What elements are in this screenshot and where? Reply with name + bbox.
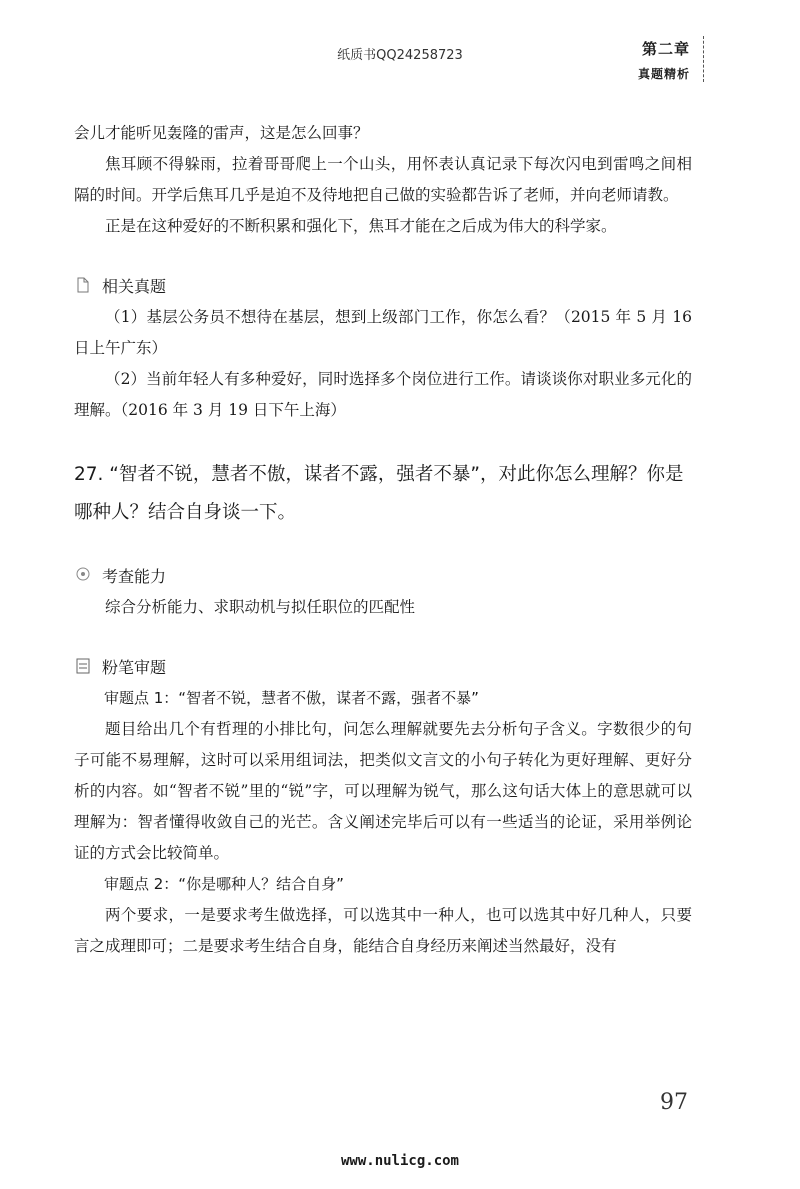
- related-title: 相关真题: [102, 276, 167, 296]
- analysis-point-2: 审题点 2：“你是哪种人？结合自身”: [104, 875, 344, 893]
- header-divider: [703, 36, 704, 82]
- chapter-subtitle: 真题精析: [637, 67, 690, 81]
- document-icon: [74, 276, 92, 294]
- analysis-title: 粉笔审题: [102, 657, 167, 677]
- analysis-point-1-text: 题目给出几个有哲理的小排比句，问怎么理解就要先去分析句子含义。字数很少的句子可能不易理解，这时可以采用组词法，把类似文言文的小句子转化为更好理解、更好分析的内容。如“智者不锐”里的“锐”字，可以理解为锐气，那么这句话大体上的意思就可以理解为：智者懂得收敛自己的光芒。含义阐述完毕后可以有一些适当的论证，采用举例论证的方式会比较简单。: [74, 720, 692, 862]
- chapter-header: [638, 38, 690, 82]
- paragraph-1: 会儿才能听见轰隆的雷声，这是怎么回事？: [74, 124, 369, 142]
- analysis-section-heading: [74, 649, 692, 683]
- paragraph-3: 正是在这种爱好的不断积累和强化下，焦耳才能在之后成为伟大的科学家。: [105, 217, 617, 235]
- related-question-2: （2）当前年轻人有多种爱好，同时选择多个岗位进行工作。请谈谈你对职业多元化的理解。（2016 年 3 月 19 日下午上海）: [74, 370, 692, 419]
- page-content: [74, 118, 692, 962]
- ability-title: 考查能力: [102, 566, 167, 586]
- page-number: 97: [660, 1090, 688, 1115]
- related-question-1: （1）基层公务员不想待在基层，想到上级部门工作，你怎么看？（2015 年 5 月 16 日上午广东）: [74, 308, 692, 357]
- chapter-title: 第二章: [641, 40, 690, 58]
- header-watermark: 纸质书QQ24258723: [337, 48, 463, 63]
- target-icon: [74, 566, 92, 584]
- chalk-icon: [74, 657, 92, 675]
- question-27: 27. “智者不锐，慧者不傲，谋者不露，强者不暴”，对此你怎么理解？你是哪种人？结合自身谈一下。: [74, 464, 684, 523]
- analysis-point-2-text: 两个要求，一是要求考生做选择，可以选其中一种人，也可以选其中好几种人，只要言之成理即可；二是要求考生结合自身，能结合自身经历来阐述当然最好，没有: [74, 906, 692, 955]
- footer-url: www.nulicg.com: [340, 1153, 459, 1169]
- analysis-point-1: 审题点 1：“智者不锐，慧者不傲，谋者不露，强者不暴”: [104, 689, 479, 707]
- ability-text: 综合分析能力、求职动机与拟任职位的匹配性: [105, 598, 416, 616]
- ability-section-heading: [74, 558, 692, 592]
- related-section-heading: [74, 268, 692, 302]
- paragraph-2: 焦耳顾不得躲雨，拉着哥哥爬上一个山头，用怀表认真记录下每次闪电到雷鸣之间相隔的时间。开学后焦耳几乎是迫不及待地把自己做的实验都告诉了老师，并向老师请教。: [74, 155, 692, 204]
